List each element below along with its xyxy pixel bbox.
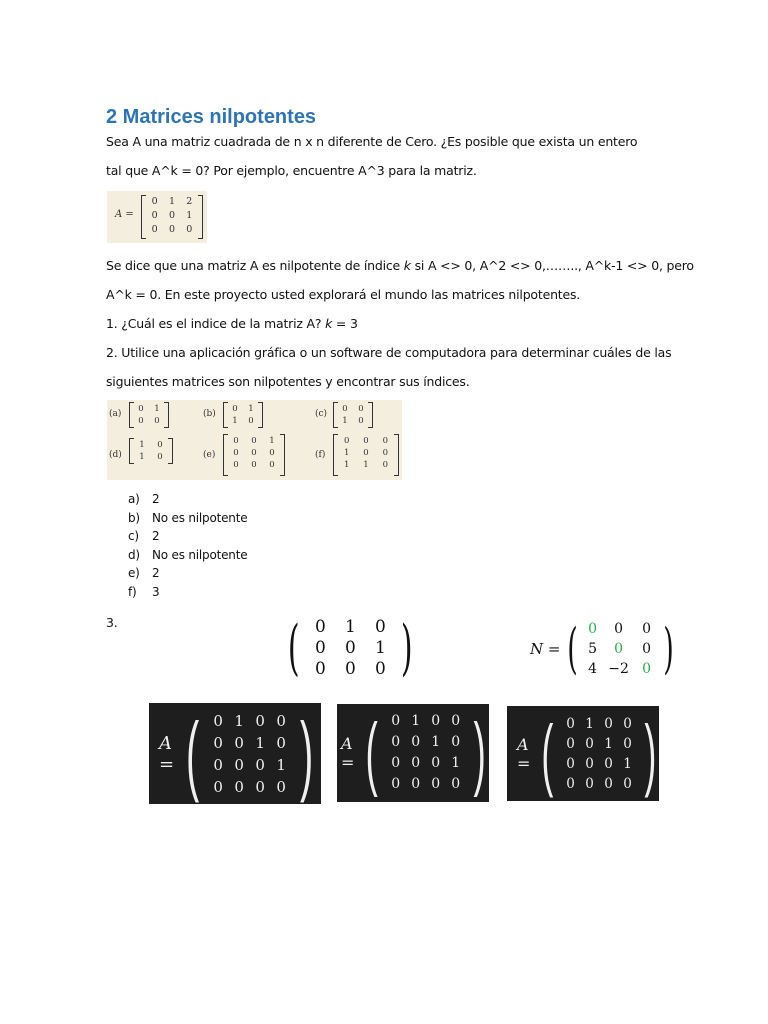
exercise-matrix: [129, 402, 169, 428]
matrix-cell: 0: [233, 448, 239, 458]
matrix-cell: 0: [566, 715, 575, 732]
matrix-cell: 0: [315, 658, 326, 679]
matrix-cell: 0: [391, 755, 401, 771]
matrix-cell: 1: [363, 460, 369, 470]
question-2-line-2: siguientes matrices son nilpotentes y encontrar sus índices.: [106, 374, 470, 389]
matrix-N-label: N =: [530, 640, 561, 658]
matrix-cell: 0: [363, 436, 369, 446]
matrix-cell: 0: [358, 416, 364, 426]
answer-key: d): [128, 547, 140, 562]
left-paren: (: [365, 707, 379, 798]
exercise-label: (b): [203, 409, 216, 419]
matrix-cell: 0: [213, 711, 223, 730]
matrix-cell: 0: [363, 448, 369, 458]
matrix-cell: 0: [343, 436, 350, 446]
dark-matrix-cells: [386, 711, 466, 795]
dark-matrix-label: A =: [341, 734, 355, 772]
matrix-cell: 1: [276, 755, 286, 774]
matrix-cell: 0: [233, 460, 239, 470]
matrix-cell: 0: [382, 448, 389, 458]
answer-value: 2: [152, 529, 160, 544]
answer-item: [128, 527, 247, 546]
example-matrix-label: A =: [115, 209, 134, 220]
answer-key: c): [128, 529, 139, 544]
question-1: 1. ¿Cuál es el indice de la matriz A? k = 3: [106, 316, 358, 331]
matrix-cell: 0: [411, 776, 421, 792]
matrix-cell: 0: [213, 755, 223, 774]
answer-key: f): [128, 584, 137, 599]
matrix-cell: 0: [251, 448, 257, 458]
matrix-cell: 1: [411, 713, 421, 729]
matrix-cell: 1: [585, 715, 594, 732]
matrix-cell: 0: [585, 755, 594, 772]
exercise-label: (d): [109, 450, 122, 460]
matrix-cell: 0: [358, 404, 364, 414]
right-paren: ): [401, 613, 413, 683]
left-paren: (: [567, 617, 579, 680]
matrix-cell: 0: [269, 448, 275, 458]
matrix-cell: 0: [234, 777, 244, 796]
matrix-cell: 0: [255, 755, 265, 774]
matrix-cell: 0: [623, 735, 632, 752]
matrix-cell: 0: [391, 776, 401, 792]
dark-matrix-label: A =: [517, 734, 531, 773]
matrix-cell: 0: [315, 637, 326, 658]
matrix-cell: 0: [411, 755, 421, 771]
matrix-cell: 1: [451, 755, 461, 771]
matrix-cell: 0: [255, 777, 265, 796]
question-2-line-1: 2. Utilice una aplicación gráfica o un software de computadora para determinar cuáles de las: [106, 345, 672, 360]
matrix-cell: 0: [391, 713, 401, 729]
matrix-cell: 0: [154, 416, 160, 426]
matrix-cell: 0: [566, 755, 575, 772]
matrix-cell: 0: [614, 641, 623, 657]
example-matrix-cells: [146, 196, 198, 235]
matrix-cell: 0: [642, 641, 651, 657]
matrix-cell: 0: [431, 713, 441, 729]
left-paren: (: [287, 613, 300, 683]
exercise-matrix: [223, 434, 285, 476]
matrix-cell: 0: [451, 776, 461, 792]
matrix-cell: 1: [604, 735, 613, 752]
answer-key: a): [128, 492, 140, 506]
matrix-N: [530, 616, 679, 682]
matrix-cell: 1: [345, 616, 356, 637]
answer-item: [128, 583, 247, 602]
dark-matrix-cells: [561, 714, 637, 794]
matrix-cell: 0: [451, 713, 461, 729]
matrix-cell: 0: [604, 775, 613, 792]
right-paren: ): [662, 617, 674, 680]
matrix-cell: 0: [157, 440, 163, 450]
exercise-matrix: [333, 402, 373, 428]
left-paren: (: [186, 703, 200, 803]
matrix-cell: 1: [139, 452, 145, 462]
answer-item: [128, 490, 247, 509]
matrix-cell: 1: [343, 448, 350, 458]
dark-matrix-label: A =: [159, 732, 175, 775]
matrix-cell: 1: [234, 711, 244, 730]
matrix-cell: 0: [345, 637, 356, 658]
answer-value: 2: [152, 492, 160, 506]
matrix-cell: 0: [642, 661, 651, 677]
left-paren: (: [541, 708, 554, 798]
matrix-cell: 0: [168, 224, 176, 235]
matrix-cell: 1: [342, 416, 348, 426]
matrix-cell: 1: [255, 733, 265, 752]
answer-key: b): [128, 510, 140, 525]
matrix-cell: 0: [315, 616, 326, 637]
matrix-cell: 0: [342, 404, 348, 414]
matrix-cell: 0: [276, 733, 286, 752]
matrix-cell: 0: [585, 775, 594, 792]
section-heading: 2 Matrices nilpotentes: [106, 106, 317, 128]
matrix-cell: 0: [232, 404, 238, 414]
answer-item: [128, 546, 247, 565]
matrix-cell: 0: [345, 658, 356, 679]
matrix-cell: 0: [391, 734, 401, 750]
exercise-matrix: [223, 402, 263, 428]
matrix-cell: 0: [248, 416, 254, 426]
matrix-cell: 0: [623, 715, 632, 732]
matrix-cell: 0: [138, 416, 144, 426]
matrix-cell: 0: [585, 735, 594, 752]
matrix-cell: 0: [186, 224, 193, 235]
matrix-cell: 0: [213, 777, 223, 796]
matrix-cell: 0: [566, 735, 575, 752]
matrix-cell: 0: [375, 616, 386, 637]
answer-value: 3: [152, 584, 160, 599]
matrix-cell: 0: [642, 621, 651, 637]
matrix-cell: 0: [382, 460, 389, 470]
matrix-cell: 1: [186, 210, 193, 221]
paragraph-question: tal que A^k = 0? Por ejemplo, encuentre A^3 para la matriz.: [106, 163, 477, 178]
matrix-cell: 0: [269, 460, 275, 470]
paragraph-intro: Sea A una matriz cuadrada de n x n diferente de Cero. ¿Es posible que exista un entero: [106, 134, 638, 149]
matrix-cell: 0: [168, 210, 176, 221]
matrix-cell: 0: [255, 711, 265, 730]
answer-key: e): [128, 566, 140, 581]
matrix-cell: 0: [276, 711, 286, 730]
matrix-cell: 0: [151, 210, 158, 221]
matrix-cell: 0: [382, 436, 389, 446]
answer-value: 2: [152, 566, 160, 581]
question-3: 3.: [106, 615, 118, 630]
matrix-cell: 5: [588, 641, 597, 657]
paragraph-project: A^k = 0. En este proyecto usted explorará el mundo las matrices nilpotentes.: [106, 287, 581, 302]
matrix-cell: 0: [604, 715, 613, 732]
exercise-label: (c): [315, 409, 328, 419]
matrix-cell: 0: [431, 755, 441, 771]
exercise-label: (a): [109, 409, 122, 419]
matrix-cell: 1: [343, 460, 350, 470]
paragraph-definition: Se dice que una matriz A es nilpotente de índice k si A <> 0, A^2 <> 0,…….., A^k-1 <> 0, pero: [106, 258, 694, 273]
matrix-cell: 0: [138, 404, 144, 414]
example-matrix: [141, 195, 203, 239]
matrix-cell: −2: [608, 661, 629, 677]
matrix-cell: 0: [375, 658, 386, 679]
matrix-cell: 0: [411, 734, 421, 750]
exercise-matrix: [333, 434, 399, 476]
right-paren: ): [473, 707, 486, 798]
matrix-cell: 1: [248, 404, 254, 414]
matrix-cell: 0: [604, 755, 613, 772]
exercise-label: (f): [315, 450, 326, 460]
matrix-cell: 1: [139, 440, 145, 450]
matrix-cell: 0: [431, 776, 441, 792]
matrix-N-cells: [584, 619, 658, 679]
matrix-3x3: [282, 612, 419, 684]
matrix-cell: 0: [251, 436, 257, 446]
answer-item: [128, 509, 247, 528]
dark-matrix-cells: [208, 710, 292, 798]
matrix-cell: 1: [232, 416, 238, 426]
matrix-cell: 1: [168, 196, 176, 207]
matrix-cell: 1: [623, 755, 632, 772]
matrix-cell: 0: [213, 733, 223, 752]
matrix-3x3-cells: [305, 617, 395, 680]
right-paren: ): [299, 703, 313, 803]
right-paren: ): [644, 708, 657, 798]
matrix-cell: 0: [276, 777, 286, 796]
answers-list: [128, 490, 247, 602]
dark-matrix-1: [149, 703, 321, 804]
matrix-cell: 0: [151, 224, 158, 235]
exercise-matrices-image: [107, 400, 402, 480]
matrix-cell: 0: [588, 621, 597, 637]
matrix-cell: 0: [234, 733, 244, 752]
matrix-cell: 0: [451, 734, 461, 750]
dark-matrix-3: [507, 706, 659, 801]
matrix-cell: 0: [251, 460, 257, 470]
example-matrix-image: [107, 191, 207, 243]
matrix-cell: 0: [566, 775, 575, 792]
answer-value: No es nilpotente: [152, 510, 248, 525]
answer-value: No es nilpotente: [152, 547, 248, 562]
answer-item: [128, 564, 247, 583]
matrix-cell: 0: [157, 452, 163, 462]
matrix-cell: 4: [588, 661, 597, 677]
exercise-matrix: [129, 438, 173, 464]
dark-matrix-2: [337, 704, 489, 802]
matrix-cell: 0: [614, 621, 623, 637]
matrix-cell: 1: [375, 637, 386, 658]
matrix-cell: 0: [623, 775, 632, 792]
matrix-cell: 1: [269, 436, 275, 446]
exercise-label: (e): [203, 450, 216, 460]
matrix-cell: 0: [233, 436, 239, 446]
matrix-cell: 1: [431, 734, 441, 750]
matrix-cell: 0: [151, 196, 158, 207]
matrix-cell: 2: [186, 196, 193, 207]
matrix-cell: 1: [154, 404, 160, 414]
matrix-cell: 0: [234, 755, 244, 774]
